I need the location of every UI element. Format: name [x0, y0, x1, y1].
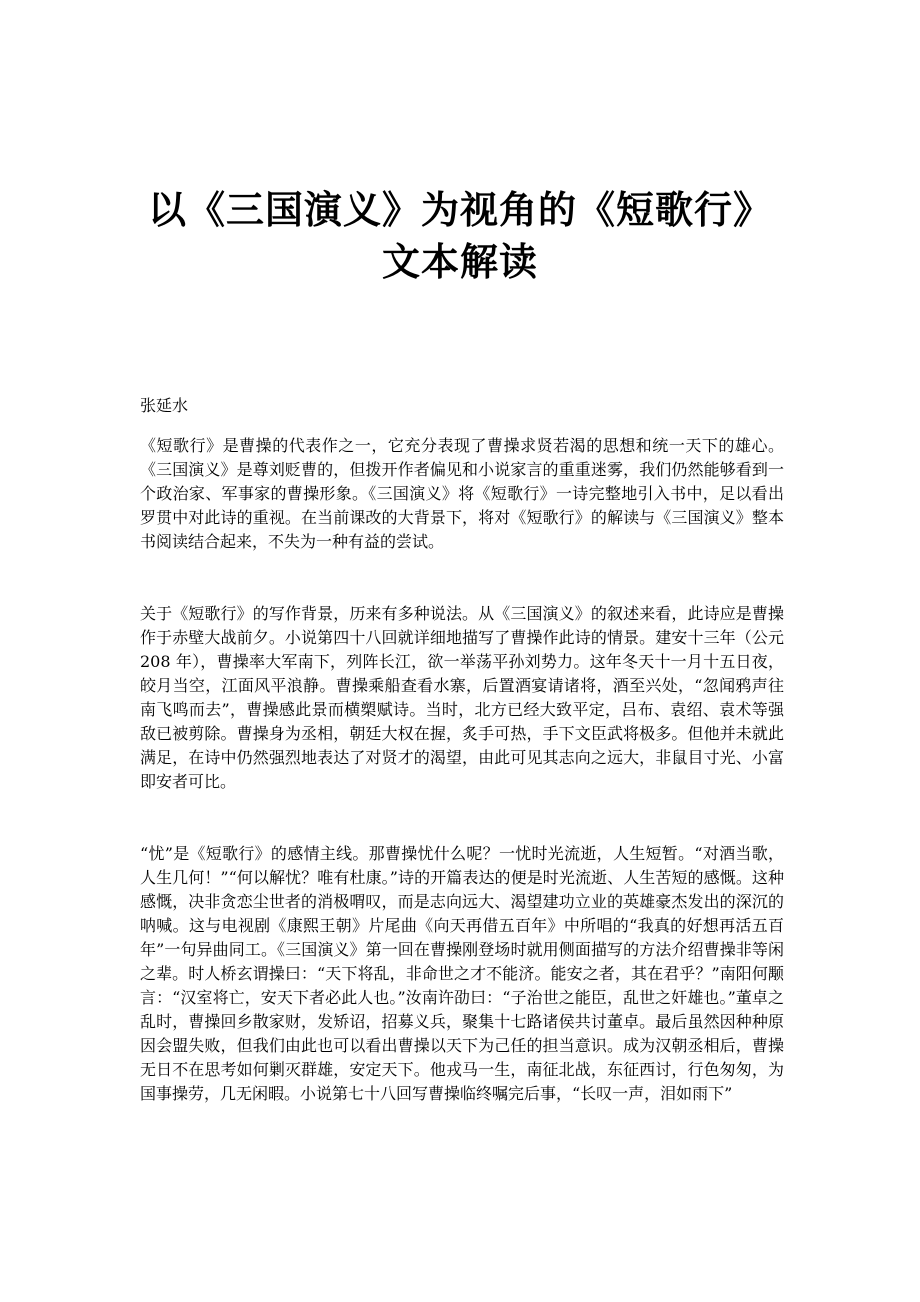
body-paragraph: 关于《短歌行》的写作背景，历来有多种说法。从《三国演义》的叙述来看，此诗应是曹操作于赤壁大战前夕。小说第四十八回就详细地描写了曹操作此诗的情景。建安十三年（公元 208 年），曹操率大军南下，列阵长江，欲一举荡平孙刘势力。这年冬天十一月十五日夜，皎月当空，江面风平浪静。曹操乘船查看水寨，后置酒宴请诸将，酒至兴处，“忽闻鸦声往南飞鸣而去”，曹操感此景而横槊赋诗。当时，北方已经大致平定，吕布、袁绍、袁术等强敌已被剪除。曹操身为丞相，朝廷大权在握，炙手可热，手下文臣武将极多。但他并未就此满足，在诗中仍然强烈地表达了对贤才的渴望，由此可见其志向之远大，非鼠目寸光、小富即安者可比。	[140, 604, 784, 791]
document-title: 以《三国演义》为视角的《短歌行》文本解读	[147, 187, 772, 284]
author-name: 张延水	[140, 396, 189, 415]
body-paragraph: “忧”是《短歌行》的感情主线。那曹操忧什么呢？一忧时光流逝，人生短暂。“对酒当歌，人生几何！”“何以解忧？唯有杜康。”诗的开篇表达的便是时光流逝、人生苦短的感慨。这种感慨，决非贪恋尘世者的消极喟叹，而是志向远大、渴望建功立业的英雄豪杰发出的深沉的呐喊。这与电视剧《康熙王朝》片尾曲《向天再借五百年》中所唱的“我真的好想再活五百年”一句异曲同工。《三国演义》第一回在曹操刚登场时就用侧面描写的方法介绍曹操非等闲之辈。时人桥玄谓操曰：“天下将乱，非命世之才不能济。能安之者，其在君乎？”南阳何颙言：“汉室将亡，安天下者必此人也。”汝南许劭曰：“子治世之能臣，乱世之奸雄也。”董卓之乱时，曹操回乡散家财，发矫诏，招募义兵，聚集十七路诸侯共讨董卓。最后虽然因种种原因会盟失败，但我们由此也可以看出曹操以天下为己任的担当意识。成为汉朝丞相后，曹操无日不在思考如何剿灭群雄，安定天下。他戎马一生，南征北战，东征西讨，行色匆匆，为国事操劳，几无闲暇。小说第七十八回写曹操临终嘱完后事，“长叹一声，泪如雨下”	[140, 844, 784, 1103]
body-paragraph: 《短歌行》是曹操的代表作之一，它充分表现了曹操求贤若渴的思想和统一天下的雄心。《三国演义》是尊刘贬曹的，但拨开作者偏见和小说家言的重重迷雾，我们仍然能够看到一个政治家、军事家的曹操形象。《三国演义》将《短歌行》一诗完整地引入书中，足以看出罗贯中对此诗的重视。在当前课改的大背景下，将对《短歌行》的解读与《三国演义》整本书阅读结合起来，不失为一种有益的尝试。	[140, 436, 784, 551]
